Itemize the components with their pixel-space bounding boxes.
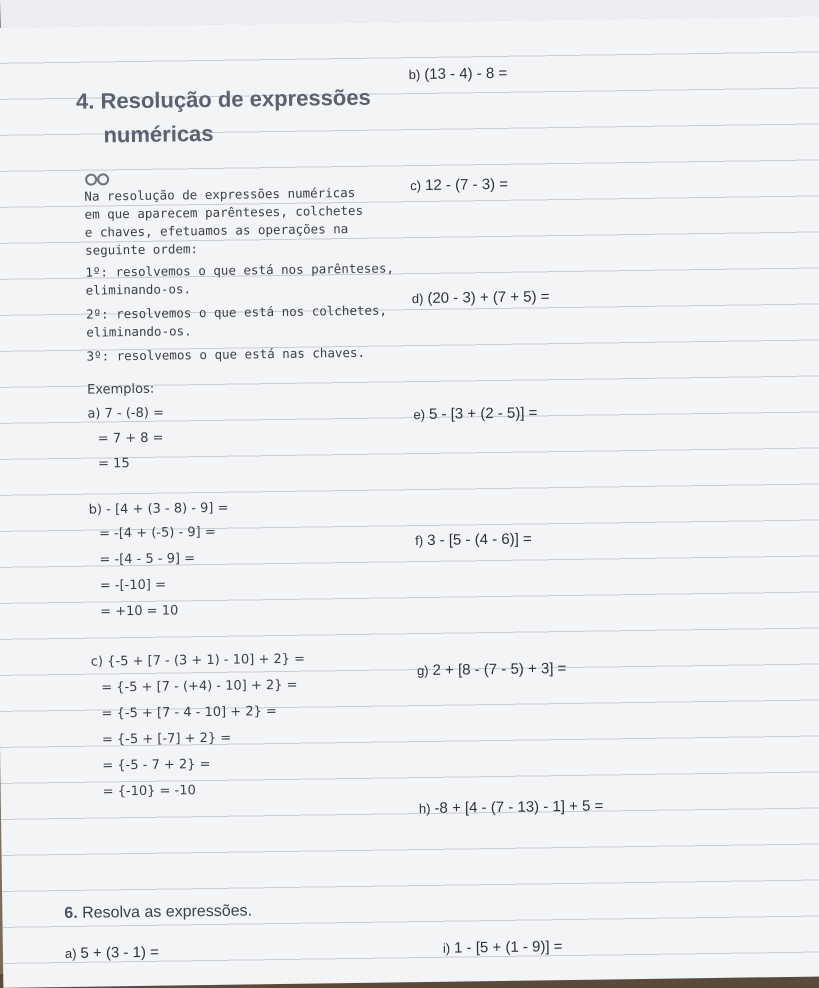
section-heading	[76, 85, 371, 115]
exercise-expression: 3 - [5 - (4 - 6)] =	[427, 530, 532, 548]
intro-line: e chaves, efetuamos as operações na	[85, 221, 349, 240]
example-a-line: = 15	[98, 456, 130, 471]
example-b-line: = +10 = 10	[100, 603, 178, 619]
exercise-f	[415, 530, 532, 550]
glasses-icon	[84, 171, 110, 185]
example-a-line: a) 7 - (-8) =	[87, 406, 164, 422]
exercise-expression: 2 + [8 - (7 - 5) + 3] =	[432, 660, 566, 679]
example-b-line: = -[4 + (-5) - 9] =	[99, 525, 216, 542]
exercise-label: d)	[412, 291, 424, 306]
exercise-label: i)	[443, 941, 450, 956]
section-6-heading	[64, 902, 252, 923]
example-c-line: = {-5 + [7 - 4 - 10] + 2} =	[101, 704, 276, 721]
exercise-c	[410, 176, 508, 195]
exercise-e	[413, 404, 537, 424]
step-2: 2º: resolvemos o que está nos colchetes,	[86, 302, 387, 321]
exercise-b	[409, 65, 508, 84]
exercise-expression: 1 - [5 + (1 - 9)] =	[454, 938, 563, 957]
exercise-label: e)	[413, 407, 425, 422]
exercise-label: f)	[415, 533, 423, 548]
step-2-cont: eliminando-os.	[86, 323, 192, 339]
section-title-line2: numéricas	[103, 121, 213, 149]
example-c-line: = {-5 - 7 + 2} =	[102, 757, 210, 774]
exercise-6i	[443, 938, 563, 958]
exercise-h	[419, 798, 604, 819]
example-c-line: = {-10} = -10	[103, 783, 196, 799]
examples-label: Exemplos:	[87, 382, 154, 398]
section-number: 4.	[76, 89, 95, 114]
exercise-expression: 5 + (3 - 1) =	[80, 944, 159, 962]
step-1-cont: eliminando-os.	[86, 281, 192, 297]
intro-line: em que aparecem parênteses, colchetes	[85, 203, 364, 222]
example-a-line: = 7 + 8 =	[98, 431, 164, 447]
exercise-expression: (13 - 4) - 8 =	[424, 65, 507, 83]
exercise-6a	[65, 944, 159, 963]
exercise-label: g)	[417, 663, 429, 678]
example-c-line: = {-5 + [-7] + 2} =	[102, 731, 231, 748]
exercise-label: b)	[409, 67, 421, 82]
intro-line: seguinte ordem:	[85, 241, 198, 258]
exercise-label: h)	[419, 801, 431, 816]
exercise-d	[412, 288, 550, 308]
exercise-expression: 12 - (7 - 3) =	[425, 176, 508, 194]
exercise-label: c)	[410, 178, 421, 193]
step-3: 3º: resolvemos o que está nas chaves.	[86, 345, 365, 364]
section-6-number: 6.	[64, 905, 78, 922]
exercise-g	[417, 660, 567, 680]
example-b-line: b) - [4 + (3 - 8) - 9] =	[89, 501, 229, 518]
exercise-label: a)	[65, 946, 77, 961]
example-c-line: c) {-5 + [7 - (3 + 1) - 10] + 2} =	[91, 652, 305, 670]
example-b-line: = -[4 - 5 - 9] =	[99, 551, 195, 567]
section-6-title: Resolva as expressões.	[82, 902, 252, 921]
exercise-expression: (20 - 3) + (7 + 5) =	[427, 288, 549, 307]
textbook-page	[0, 16, 819, 987]
exercise-expression: -8 + [4 - (7 - 13) - 1] + 5 =	[434, 798, 603, 817]
example-c-line: = {-5 + [7 - (+4) - 10] + 2} =	[101, 678, 298, 696]
exercise-expression: 5 - [3 + (2 - 5)] =	[429, 404, 538, 423]
example-b-line: = -[-10] =	[100, 578, 166, 594]
step-1: 1º: resolvemos o que está nos parênteses,	[85, 260, 394, 279]
section-title-line1: Resolução de expressões	[100, 85, 371, 114]
intro-line: Na resolução de expressões numéricas	[84, 185, 355, 204]
